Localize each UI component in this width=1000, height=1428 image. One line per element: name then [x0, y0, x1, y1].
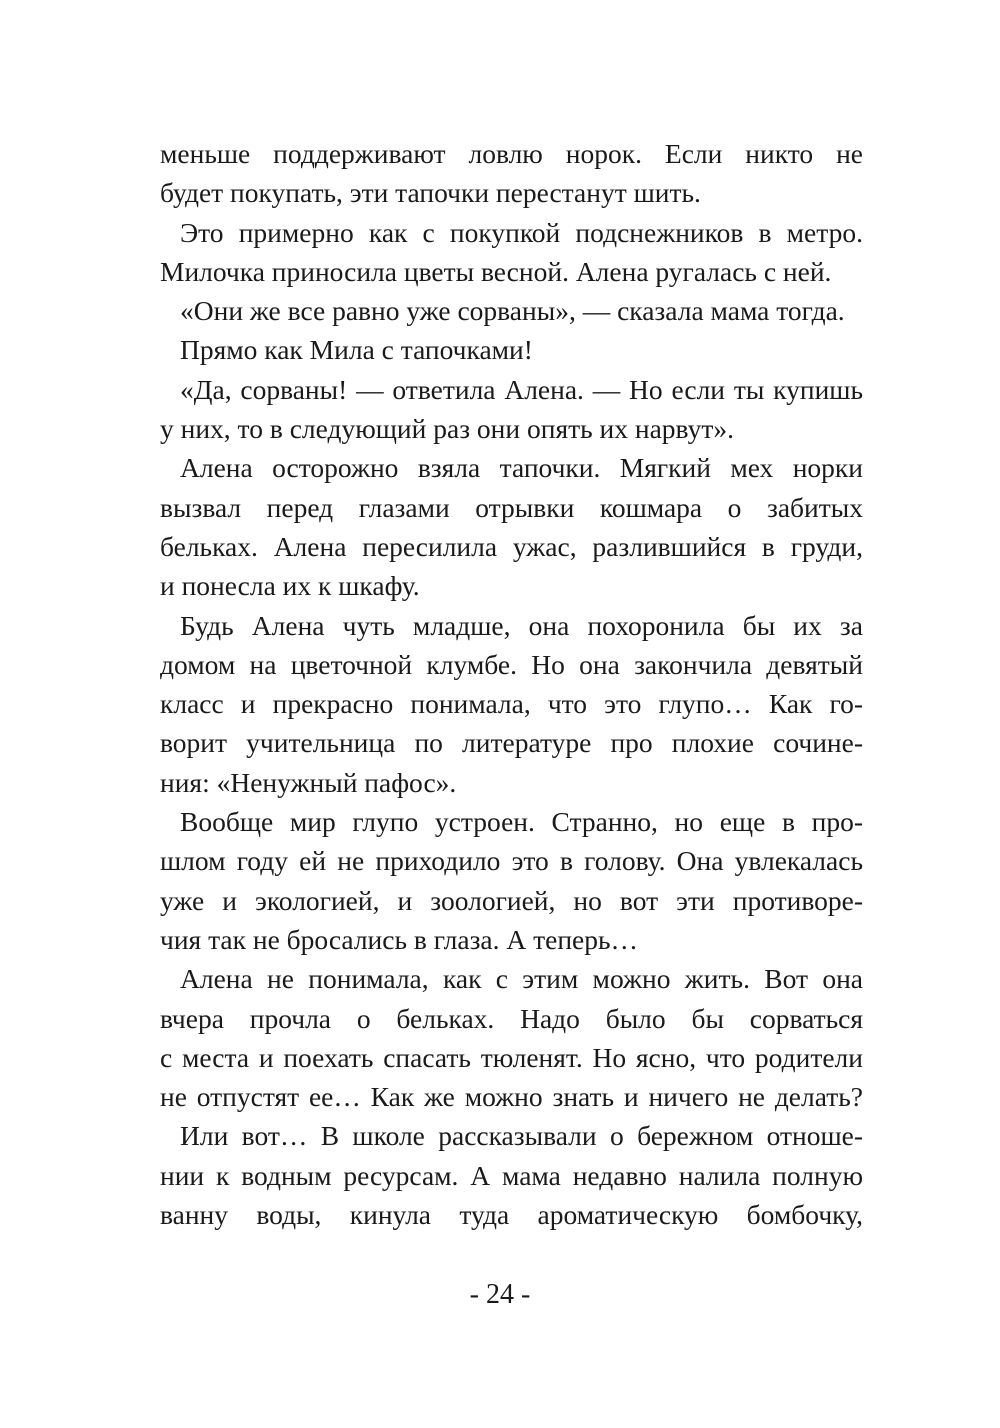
text-line: вчера прочла о бельках. Надо было бы сорваться — [160, 1002, 863, 1034]
text-line: Вообще мир глупо устроен. Странно, но еще в про- — [180, 806, 863, 838]
text-line: «Они же все равно уже сорваны», — сказала мама тогда. — [180, 295, 845, 327]
text-line: бельках. Алена пересилила ужас, разлившийся в груди, — [160, 530, 863, 562]
body-text — [160, 134, 863, 1234]
paragraph — [160, 1116, 863, 1234]
text-line: Будь Алена чуть младше, она похоронила бы их за — [180, 609, 863, 641]
text-line: у них, то в следующий раз они опять их нарвут». — [160, 413, 734, 445]
text-line: с места и поехать спасать тюленят. Но ясно, что родители — [160, 1041, 863, 1073]
paragraph — [160, 213, 863, 292]
text-line: Алена осторожно взяла тапочки. Мягкий мех норки — [180, 452, 863, 484]
text-line: меньше поддерживают ловлю норок. Если никто не — [160, 138, 863, 169]
text-line: класс и прекрасно понимала, что это глупо… Как го- — [160, 688, 863, 720]
paragraph — [160, 448, 863, 605]
paragraph — [160, 606, 863, 802]
text-line: ванну воды, кинула туда ароматическую бомбочку, — [160, 1199, 863, 1231]
paragraph — [160, 370, 863, 449]
paragraph — [160, 959, 863, 1116]
text-line: ния: «Ненужный пафос». — [160, 766, 457, 798]
text-line: Милочка приносила цветы весной. Алена ругалась с ней. — [160, 255, 832, 287]
paragraph — [160, 291, 863, 330]
paragraph — [160, 802, 863, 959]
text-line: и понесла их к шкафу. — [160, 570, 420, 602]
page-number: - 24 - — [469, 1279, 531, 1310]
text-line: «Да, сорваны! — ответила Алена. — Но если ты купишь — [180, 373, 863, 405]
text-line: Прямо как Мила с тапочками! — [180, 334, 533, 366]
text-line: не отпустят ее… Как же можно знать и ничего не делать? — [160, 1081, 863, 1113]
text-line: Это примерно как с покупкой подснежников в метро. — [180, 216, 863, 248]
text-line: ворит учительница по литературе про плохие сочине- — [160, 727, 863, 759]
text-line: домом на цветочной клумбе. Но она закончила девятый — [160, 648, 863, 680]
text-line: нии к водным ресурсам. А мама недавно налила полную — [160, 1159, 863, 1191]
text-line: вызвал перед глазами отрывки кошмара о забитых — [160, 491, 863, 523]
text-line: чия так не бросались в глаза. А теперь… — [160, 923, 639, 955]
paragraph — [160, 330, 863, 369]
text-line: шлом году ей не приходило это в голову. Она увлекалась — [160, 845, 863, 877]
text-line: уже и экологией, и зоологией, но вот эти противоре- — [160, 884, 863, 916]
text-line: Или вот… В школе рассказывали о бережном отноше- — [180, 1120, 863, 1152]
paragraph — [160, 134, 863, 213]
text-line: будет покупать, эти тапочки перестанут шить. — [160, 177, 701, 209]
text-line: Алена не понимала, как с этим можно жить. Вот она — [180, 963, 863, 995]
